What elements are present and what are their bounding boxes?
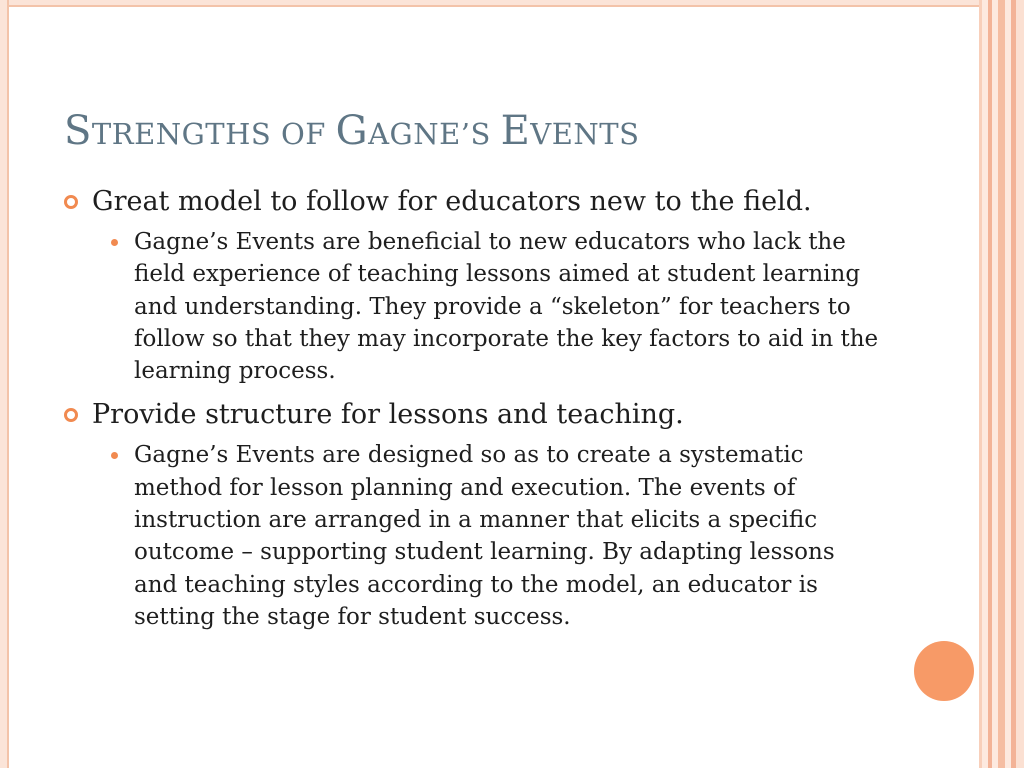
sub-bullet-item [106,439,884,633]
sub-bullet-text: Gagne’s Events are designed so as to create a systematic method for lesson planning and execution. The events of instruction are arranged in a manner that elicits a specific outcome – supporting student learning. By adapting lessons and teaching styles according to the model, an educator is setting the stage for student success. [134,442,835,630]
title-part: AGNE’S [368,117,501,151]
bullet-item [64,184,884,220]
slide-title [64,107,964,155]
title-part: TRENGTHS OF [91,117,336,151]
title-part: G [335,108,369,154]
bullet-text: Great model to follow for educators new to the field. [92,186,812,217]
dot-bullet-icon [111,239,118,246]
sub-bullet-text: Gagne’s Events are beneficial to new educators who lack the field experience of teaching lessons aimed at student learning and understanding. They provide a “skeleton” for teachers to follow so that they may incorporate the key factors to aid in the learning process. [134,229,879,385]
slide-content [64,184,884,643]
sub-bullet-item [106,226,884,387]
frame-right-stripe [1016,0,1024,768]
title-part: VENTS [530,117,640,151]
ring-bullet-icon [64,195,78,209]
bullet-text: Provide structure for lessons and teaching. [92,399,684,431]
frame-top-border [0,0,1024,7]
dot-bullet-icon [111,452,118,459]
bullet-item [64,397,884,433]
frame-left-border [0,0,9,768]
frame-right-stripe [998,0,1005,768]
decorative-circle [914,641,974,701]
ring-bullet-icon [64,408,78,422]
title-part: E [500,108,531,154]
title-part: S [64,108,92,154]
